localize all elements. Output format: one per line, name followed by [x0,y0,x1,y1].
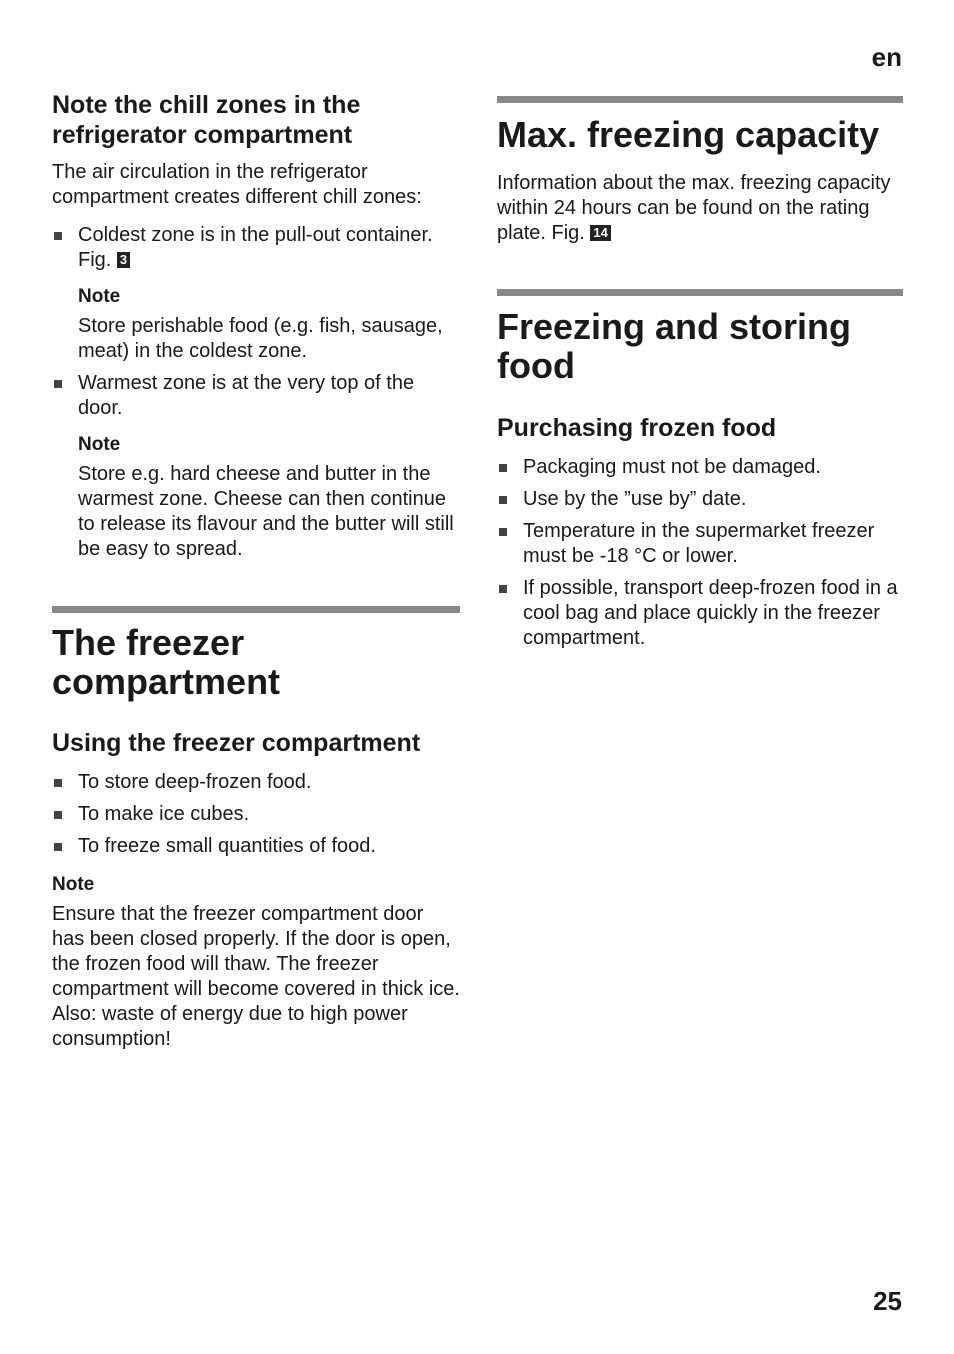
left-column [52,90,460,1052]
chill-zones-intro: The air circulation in the refrigerator compartment creates different chill zones: [52,161,422,208]
list-item [52,770,460,795]
list-item [497,576,903,651]
right-column [497,96,903,651]
list-item [52,802,460,827]
list-item-text: Packaging must not be damaged. [523,456,821,478]
bullet-icon [54,843,62,851]
list-item-text: Coldest zone is in the pull-out container. Fig. [78,224,433,271]
bullet-icon [499,496,507,504]
bullet-icon [499,528,507,536]
freezing-storing-heading: Freezing and storing food [497,306,852,386]
figure-ref-badge: 14 [590,225,610,241]
chill-zones-list-2 [52,371,460,421]
bullet-icon [54,380,62,388]
bullet-icon [54,232,62,240]
list-item-text: Temperature in the supermarket freezer must be -18 °C or lower. [523,520,875,567]
chill-zones-heading: Note the chill zones in the refrigerator compartment [52,91,361,149]
list-item-text: If possible, transport deep-frozen food in a cool bag and place quickly in the freezer compartment. [523,577,898,649]
list-item [497,455,903,480]
note-text: Store e.g. hard cheese and butter in the warmest zone. Cheese can then continue to release its flavour and the butter will still be easy to spread. [78,463,454,560]
list-item-text: To store deep-frozen food. [78,771,312,793]
list-item-text: Use by the ”use by” date. [523,488,747,510]
chill-zones-list [52,223,460,273]
max-freezing-text [497,171,903,246]
language-code: en [871,42,902,72]
freezer-heading: The freezer compartment [52,622,281,702]
bullet-icon [54,811,62,819]
purchasing-list [497,455,903,651]
bullet-icon [499,585,507,593]
list-item [52,371,460,421]
max-freezing-text-body: Information about the max. freezing capacity within 24 hours can be found on the rating plate. Fig. [497,172,891,244]
note-block [78,433,460,562]
section-rule [497,289,903,296]
figure-ref-badge: 3 [117,252,130,268]
note-label: Note [78,434,121,455]
note-block [78,285,460,364]
note-text: Store perishable food (e.g. fish, sausage, meat) in the coldest zone. [78,315,443,362]
page-number: 25 [873,1286,902,1316]
note-text: Ensure that the freezer compartment door has been closed properly. If the door is open, the frozen food will thaw. The freezer compartment will become covered in thick ice. Also: waste of energy due to high power consumption! [52,903,460,1050]
note-label: Note [52,874,95,895]
list-item-text: Warmest zone is at the very top of the door. [78,372,415,419]
section-rule [52,606,460,613]
section-rule [497,96,903,103]
bullet-icon [54,779,62,787]
list-item-text: To make ice cubes. [78,803,250,825]
using-freezer-subheading: Using the freezer compartment [52,729,421,757]
note-label: Note [78,286,121,307]
purchasing-frozen-subheading: Purchasing frozen food [497,414,777,442]
list-item [497,519,903,569]
bullet-icon [499,464,507,472]
list-item-text: To freeze small quantities of food. [78,835,376,857]
max-freezing-heading: Max. freezing capacity [497,114,880,155]
freezer-uses-list [52,770,460,859]
list-item [497,487,903,512]
list-item [52,834,460,859]
list-item [52,223,460,273]
